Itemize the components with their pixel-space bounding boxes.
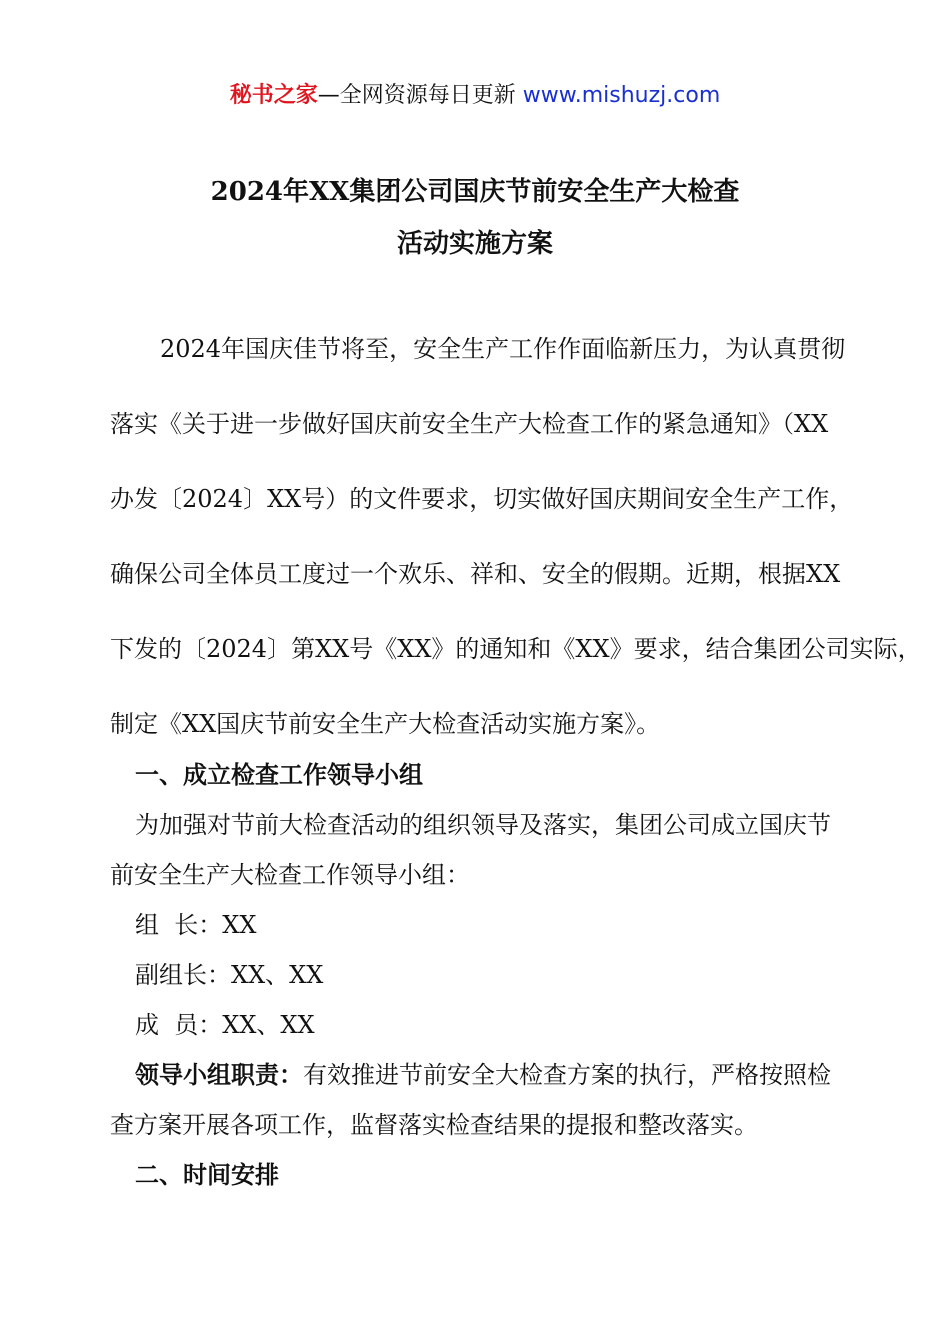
duty-text: 有效推进节前安全大检查方案的执行，严格按照检 [303, 1061, 831, 1089]
section-1-paragraph [110, 800, 890, 900]
section-1-line: 前安全生产大检查工作领导小组： [110, 861, 470, 889]
title-line-1: 2024年XX集团公司国庆节前安全生产大检查 [210, 177, 740, 207]
intro-line: 下发的〔2024〕第XX号《XX》的通知和《XX》要求，结合集团公司实际， [110, 635, 922, 663]
group-members: 成 员：XX、XX [135, 1011, 315, 1039]
intro-line: 办发〔2024〕XX号）的文件要求，切实做好国庆期间安全生产工作， [110, 485, 854, 513]
intro-line: 2024年国庆佳节将至，安全生产工作作面临新压力，为认真贯彻 [160, 335, 846, 363]
duty-label: 领导小组职责： [135, 1060, 303, 1089]
header-banner [0, 80, 950, 112]
intro-line: 落实《关于进一步做好国庆前安全生产大检查工作的紧急通知》（XX [110, 410, 829, 438]
brand-name: 秘书之家 [229, 83, 318, 108]
intro-paragraph [110, 312, 922, 762]
intro-line: 制定《XX国庆节前安全生产大检查活动实施方案》。 [110, 710, 661, 738]
document-title [0, 166, 950, 270]
group-duty-paragraph [110, 1050, 890, 1150]
section-1-line: 为加强对节前大检查活动的组织领导及落实，集团公司成立国庆节 [135, 811, 831, 839]
section-1-heading: 一、成立检查工作领导小组 [135, 760, 423, 789]
title-line-2: 活动实施方案 [396, 229, 553, 259]
site-url-link[interactable]: www.mishuzj.com [522, 83, 721, 108]
section-2-heading: 二、时间安排 [135, 1160, 279, 1189]
header-tagline: —全网资源每日更新 [317, 83, 523, 108]
duty-line-1 [110, 1050, 890, 1100]
intro-line: 确保公司全体员工度过一个欢乐、祥和、安全的假期。近期，根据XX [110, 560, 841, 588]
duty-line-2: 查方案开展各项工作，监督落实检查结果的提报和整改落实。 [110, 1111, 758, 1139]
group-deputy-leader: 副组长：XX、XX [135, 961, 324, 989]
group-leader: 组 长：XX [135, 911, 257, 939]
